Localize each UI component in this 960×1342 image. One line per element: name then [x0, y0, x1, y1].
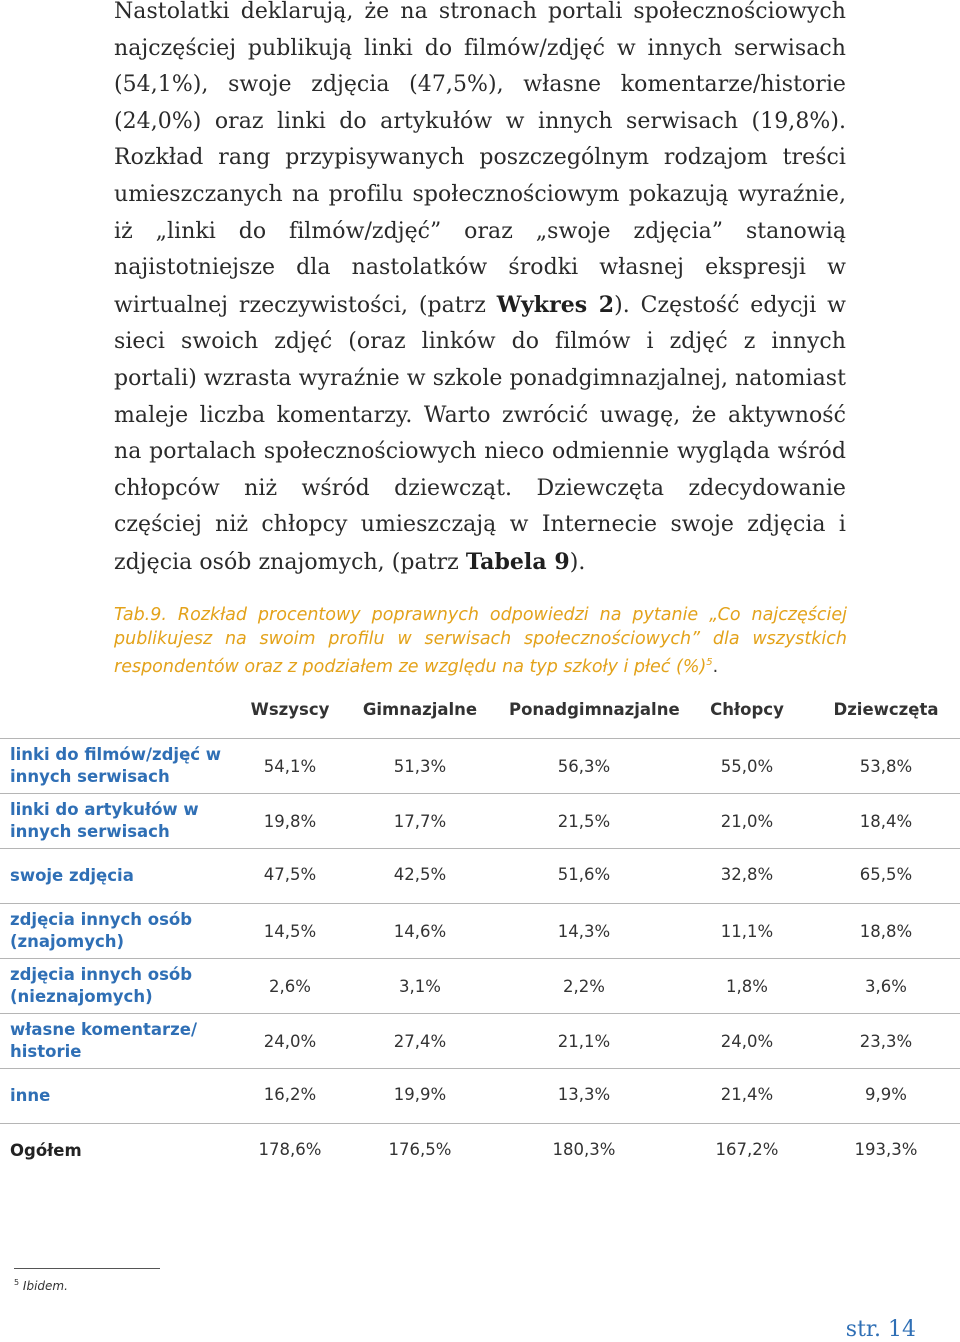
row-label: inne — [10, 1086, 51, 1105]
table-cell: 9,9% — [865, 1085, 907, 1104]
paragraph-part-3: ). — [569, 549, 586, 575]
ref-wykres-2: Wykres 2 — [496, 291, 615, 318]
footnote-mark: 5 — [14, 1278, 20, 1287]
table-row — [0, 1013, 960, 1069]
table-cell: 56,3% — [557, 757, 611, 776]
table-header — [0, 693, 960, 738]
table-cell: 42,5% — [393, 865, 447, 884]
table-cell: 54,1% — [263, 757, 317, 776]
table-row — [0, 903, 960, 959]
column-header: Wszyscy — [250, 700, 330, 719]
caption-footnote-mark: 5 — [706, 657, 713, 669]
table-cell: 21,0% — [720, 812, 774, 831]
table-cell: 1,8% — [726, 977, 768, 996]
table-cell: 178,6% — [258, 1140, 322, 1159]
table-row — [0, 793, 960, 849]
table-cell: 21,1% — [557, 1032, 611, 1051]
table-row — [0, 1123, 960, 1179]
table-cell: 3,1% — [399, 977, 441, 996]
table-cell: 14,3% — [557, 922, 611, 941]
table-cell: 19,9% — [393, 1085, 447, 1104]
table-cell: 27,4% — [393, 1032, 447, 1051]
row-label: własne komentarze/ historie — [10, 1020, 197, 1061]
table-cell: 14,5% — [263, 922, 317, 941]
table-cell: 180,3% — [552, 1140, 616, 1159]
table-cell: 18,4% — [859, 812, 913, 831]
table-row — [0, 848, 960, 904]
caption-end: . — [712, 657, 719, 678]
table-row — [0, 738, 960, 794]
row-label: linki do artykułów w innych serwisach — [10, 800, 199, 841]
row-label: zdjęcia innych osób (znajomych) — [10, 910, 193, 951]
table-cell: 167,2% — [715, 1140, 779, 1159]
table-cell: 2,6% — [269, 977, 311, 996]
table-cell: 55,0% — [720, 757, 774, 776]
table-cell: 21,4% — [720, 1085, 774, 1104]
row-label: zdjęcia innych osób (nieznajomych) — [10, 965, 193, 1006]
table-caption — [114, 604, 847, 680]
table-cell: 176,5% — [388, 1140, 452, 1159]
footnote-text: Ibidem. — [22, 1279, 68, 1293]
table-cell: 11,1% — [720, 922, 774, 941]
table-cell: 18,8% — [859, 922, 913, 941]
table-cell: 193,3% — [854, 1140, 918, 1159]
column-header: Gimnazjalne — [362, 700, 478, 719]
table-cell: 24,0% — [720, 1032, 774, 1051]
footnote — [14, 1278, 68, 1293]
column-header: Ponadgimnazjalne — [509, 700, 680, 719]
table-cell: 23,3% — [859, 1032, 913, 1051]
paragraph-part-1: Nastolatki deklarują, że na stronach portali społecznościowych najczęściej publikują linki do filmów/zdjęć w innych serwisach (54,1%), swoje zdjęcia (47,5%), własne komentarze/historie (24,0%) oraz linki do artykułów w innych serwisach (19,8%). Rozkład rang przypisywanych poszczególnym rodzajom treści umieszczanych na profilu społecznościowym pokazują wyraźnie, iż „linki do filmów/zdjęć” oraz „swoje zdjęcia” stanowią najistotniejsze dla nastolatków środki własnej ekspresji w wirtualnej rzeczywistości, (patrz — [114, 0, 846, 318]
table-cell: 51,6% — [557, 865, 611, 884]
table-row — [0, 958, 960, 1014]
table-cell: 21,5% — [557, 812, 611, 831]
table-cell: 19,8% — [263, 812, 317, 831]
table-cell: 51,3% — [393, 757, 447, 776]
table-cell: 32,8% — [720, 865, 774, 884]
column-header: Chłopcy — [710, 700, 784, 719]
table-cell: 3,6% — [865, 977, 907, 996]
table-cell: 53,8% — [859, 757, 913, 776]
column-header: Dziewczęta — [833, 700, 939, 719]
table-cell: 16,2% — [263, 1085, 317, 1104]
row-label: swoje zdjęcia — [10, 866, 134, 885]
table-cell: 14,6% — [393, 922, 447, 941]
body-paragraph — [114, 0, 846, 582]
paragraph-part-2: ). Częstość edycji w sieci swoich zdjęć (oraz linków do filmów i zdjęć z innych portali) wzrasta wyraźnie w szkole ponadgimnazjalnej, natomiast maleje liczba komentarzy. Warto zwrócić uwagę, że aktywność na portalach społecznościowych nieco odmiennie wygląda wśród chłopców niż wśród dziewcząt. Dziewczęta zdecydowanie częściej niż chłopcy umieszczają w Internecie swoje zdjęcia i zdjęcia osób znajomych, (patrz — [114, 292, 846, 575]
ref-tabela-9: Tabela 9 — [465, 548, 570, 575]
table-cell: 65,5% — [859, 865, 913, 884]
table-cell: 13,3% — [557, 1085, 611, 1104]
page-number: str. 14 — [845, 1317, 916, 1342]
caption-text: Tab.9. Rozkład procentowy poprawnych odpowiedzi na pytanie „Co najczęściej publikujesz na swoim profilu w serwisach społecznościowych” dla wszystkich respondentów oraz z podziałem ze względu na typ szkoły i płeć (%) — [114, 605, 847, 678]
table-cell: 24,0% — [263, 1032, 317, 1051]
row-label: Ogółem — [10, 1141, 82, 1160]
table-cell: 17,7% — [393, 812, 447, 831]
table-cell: 2,2% — [563, 977, 605, 996]
table-cell: 47,5% — [263, 865, 317, 884]
row-label: linki do filmów/zdjęć w innych serwisach — [10, 745, 222, 786]
footnote-divider — [14, 1268, 160, 1269]
table-row — [0, 1068, 960, 1124]
